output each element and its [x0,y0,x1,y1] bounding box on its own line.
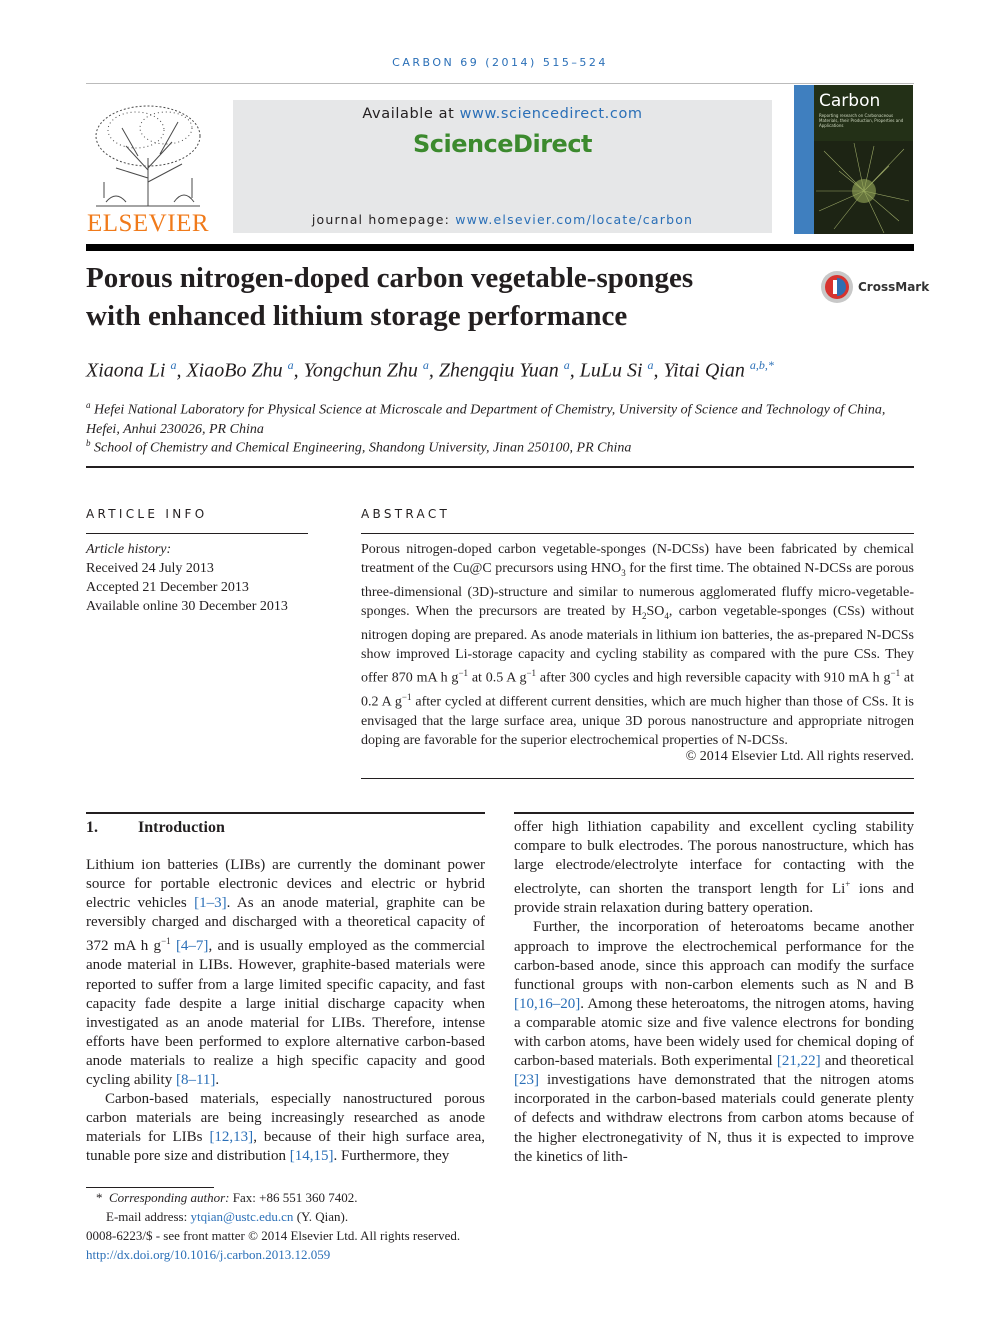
abstract-heading: ABSTRACT [361,507,451,521]
author[interactable]: XiaoBo Zhu [186,359,283,382]
affiliation-b [86,434,914,458]
affiliation-text: School of Chemistry and Chemical Engineering, Shandong University, Jinan 250100, PR China [94,440,632,456]
citation-link[interactable]: [21,22] [776,1053,821,1070]
author-affil-marker[interactable]: a [422,358,429,372]
cover-title: Carbon [819,91,881,111]
received-date: Received 24 July 2013 [86,561,214,576]
author[interactable]: Zhengqiu Yuan [438,359,559,382]
paragraph: offer high lithiation capability and excellent cycling stability compare to bulk electrodes. The porous nanostructure, which has large electrode/electrolyte interface for contacting with the electrolyte, can shorten the transport length for Li+ ions and provide strain relaxation during battery operation. [514,819,914,917]
author-affil-marker[interactable]: a [647,358,654,372]
section-heading-introduction [86,819,225,837]
citation-link[interactable]: [4–7] [175,938,209,955]
homepage-label: journal homepage: [311,212,456,227]
author-affil-marker[interactable]: a [170,358,177,372]
author[interactable]: Xiaona Li [86,359,166,382]
cover-strip [794,85,814,234]
affiliation-marker: b [86,438,91,448]
citation-link[interactable]: [1–3] [194,895,227,912]
elsevier-logo[interactable] [86,98,210,238]
author-affil-marker[interactable]: a [287,358,294,372]
author[interactable]: LuLu Si [579,359,643,382]
citation-link[interactable]: [23] [514,1072,539,1089]
doi-link[interactable]: http://dx.doi.org/10.1016/j.carbon.2013.12.059 [86,1247,331,1262]
author[interactable]: Yongchun Zhu [303,359,418,382]
article-info-rule [86,533,308,534]
elsevier-tree-icon [86,98,210,210]
history-label: Article history: [86,542,172,557]
body-left-column [86,856,485,1167]
online-date: Available online 30 December 2013 [86,599,288,614]
article-info-heading: ARTICLE INFO [86,507,208,521]
crossmark-label: CrossMark [858,280,930,294]
journal-banner [233,100,772,233]
body-right-column [514,818,914,1167]
affiliation-a [86,396,914,439]
author[interactable]: Yitai Qian [663,359,745,382]
title-line-1: Porous nitrogen-doped carbon vegetable-sponges [86,262,694,294]
paragraph: Lithium ion batteries (LIBs) are currently the dominant power source for portable electronic devices and electric or hybrid electric vehicles [1–3]. As an anode material, graphite can be reversibly charged and discharged with a theoretical capacity of 372 mA h $g^{-1}$ [4–7], and is usually employed as the commercial anode material in LIBs. However, graphite-based materials were reported to suffer from a large limited specific capacity, and fast capacity fade despite a large initial discharge capacity when investigated as an anode material for LIBs. Therefore, intense efforts have been performed to explore alternative carbon-based anode materials to realize a high specific capacity and good cycling ability [8–11]. [86,857,485,1089]
affiliation-text: Hefei National Laboratory for Physical Science at Microscale and Department of Chemistry, University of Science and Technology of China, [94,402,886,418]
author-list: Xiaona Li $^a$, XiaoBo Zhu $^a$, Yongchun Zhu $^a$, Zhengqiu Yuan $^a$, LuLu Si $^a$, Yitai Qian $^{a,b,*}$ [86,358,774,382]
sciencedirect-link[interactable]: www.sciencedirect.com [459,106,643,122]
section-number: 1. [86,819,98,836]
author-affil-marker[interactable]: a [563,358,570,372]
email-line: E-mail address: ytqian@ustc.edu.cn (Y. Qian). [106,1209,349,1224]
homepage-link[interactable]: www.elsevier.com/locate/carbon [455,212,694,227]
title-line-2: with enhanced lithium storage performance [86,300,628,332]
crossmark-icon [820,270,854,304]
abstract-text: Porous nitrogen-doped carbon vegetable-sponges (N-DCSs) have been fabricated by chemical treatment of the Cu@C precursors using $HNO_3$ for the first time. The obtained N-DCSs are porous three-dimensional (3D)-structure and similar to numerous agglomerated fluffy micro-vegetable-sponges. When the precursors are treated by $H_2SO_4$, carbon vegetable-sponges (CSs) without nitrogen doping are prepared. As anode materials in lithium ion batteries, the as-prepared N-DCSs show improved Li-storage capacity and cycling stability as compared with the pure CSs. They offer 870 mA h $g^{-1}$ at 0.5 A $g^{-1}$ after 300 cycles and high reversible capacity with 910 mA h $g^{-1}$ at 0.2 A $g^{-1}$ after cycled at different current densities, which are much higher than those of CSs. It is envisaged that the large surface area, unique 3D porous nanostructure and appropriate nitrogen doping are favorable for the superior electrochemical properties of N-DCSs. [361,542,914,748]
paragraph: Carbon-based materials, especially nanostructured porous carbon materials are being increasingly researched as anode materials for LIBs [12,13], because of their high surface area, tunable pore size and distribution [14,15]. Furthermore, they [86,1091,486,1165]
cover-image-icon [814,141,913,234]
accepted-date: Accepted 21 December 2013 [86,580,249,595]
elsevier-wordmark: ELSEVIER [86,210,210,237]
affiliation-rule [86,466,914,468]
citation-link[interactable]: [8–11] [175,1072,216,1089]
journal-reference: CARBON 69 (2014) 515–524 [392,56,608,69]
article-history [86,540,326,616]
citation-link[interactable]: [10,16–20] [514,995,581,1012]
issn-line: 0008-6223/$ - see front matter © 2014 Elsevier Ltd. All rights reserved. [86,1228,461,1243]
affiliation-text: Hefei, Anhui 230026, PR China [86,421,264,437]
corresponding-author: * Corresponding author: Fax: +86 551 360 7402. [96,1190,358,1205]
available-at [233,106,772,122]
crossmark-badge[interactable] [820,270,930,306]
cover-subtitle: Reporting research on Carbonaceous Materials, their Production, Properties and Applications [819,113,904,128]
abstract-rule [361,533,914,534]
article-title [86,259,786,335]
left-column-rule [86,812,485,814]
journal-homepage [233,212,772,227]
section-title: Introduction [138,819,225,836]
journal-cover[interactable] [794,85,913,234]
citation-link[interactable]: [12,13] [209,1129,254,1146]
author-affil-marker[interactable]: a,b,* [749,358,774,372]
available-label: Available at [362,106,460,122]
paragraph: Further, the incorporation of heteroatoms became another approach to improve the electrochemical performance for the carbon-based anode, since this approach can modify the surface functional groups with non-carbon elements such as N and B [10,16–20]. Among these heteroatoms, the nitrogen atoms, having a comparable atomic size and five valence electrons for bonding with carbon atoms, have been widely used for chemical doping of carbon-based materials. Both experimental [21,22] and theoretical [23] investigations have demonstrated that the nitrogen atoms incorporated in the carbon-based materials could generate plenty of defects and withdraw electrons from carbon atoms because of the higher electronegativity of N, thus it is expected to improve the kinetics of lith- [514,919,914,1165]
abstract-copyright: © 2014 Elsevier Ltd. All rights reserved. [685,749,914,764]
header-rule [86,83,914,84]
sciencedirect-logo[interactable]: ScienceDirect [412,130,593,158]
footnotes [86,1188,686,1264]
affiliation-marker: a [86,400,91,410]
header-thick-rule [86,244,914,251]
right-column-rule [514,812,914,814]
abstract-bottom-rule [361,778,914,779]
citation-link[interactable]: [14,15] [289,1148,334,1165]
email-link[interactable]: ytqian@ustc.edu.cn [190,1209,294,1224]
